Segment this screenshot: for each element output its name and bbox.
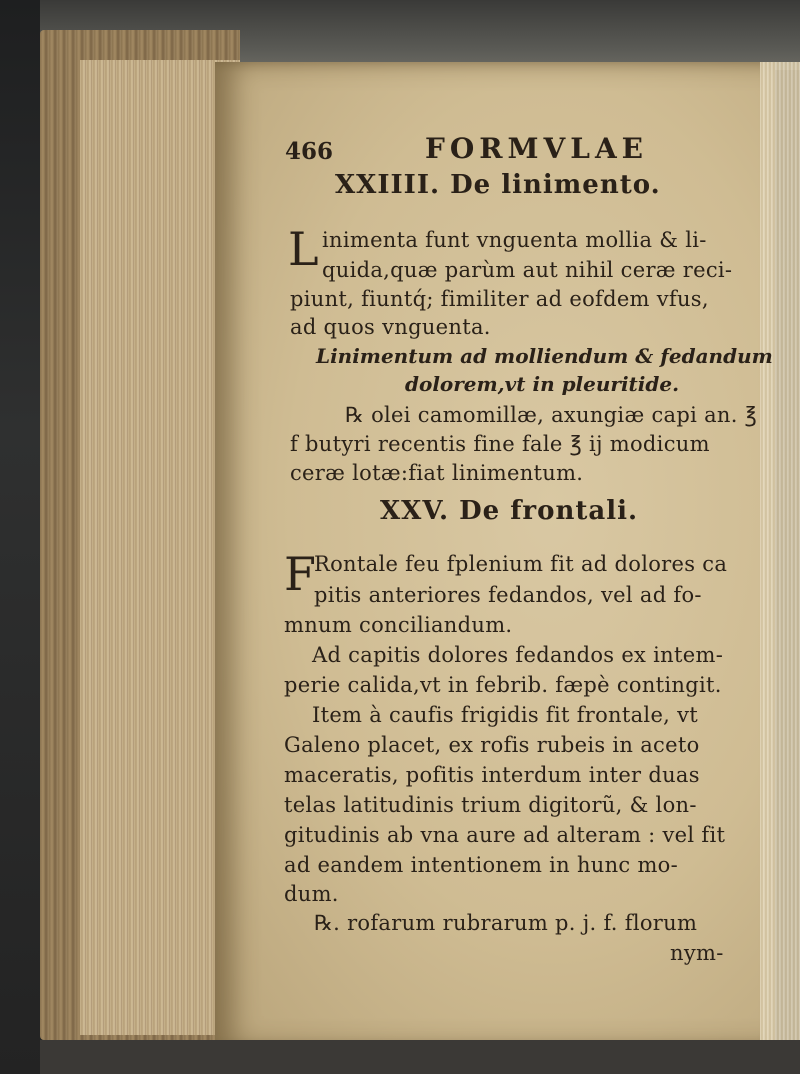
drop-cap-f: F <box>284 547 316 601</box>
recipe-title-line: Linimentum ad molliendum & fedandum <box>316 344 773 368</box>
text-line: ad quos vnguenta. <box>290 315 491 339</box>
running-title: FORMVLAE <box>425 132 649 165</box>
next-page-edge <box>760 62 800 1074</box>
catchword: nym- <box>670 941 724 965</box>
recipe-line: ceræ lotæ:fiat linimentum. <box>290 461 584 485</box>
section-heading-linimento: XXIIII. De linimento. <box>335 170 661 200</box>
page-number: 466 <box>285 138 334 165</box>
bottom-shadow <box>40 1040 800 1074</box>
drop-cap-l: L <box>288 222 319 276</box>
text-line: telas latitudinis trium digitorũ, & lon- <box>284 793 697 817</box>
section-heading-frontali: XXV. De frontali. <box>380 496 639 526</box>
text-line: gitudinis ab vna aure ad alteram : vel fit <box>284 823 726 847</box>
text-line: Rontale feu fplenium fit ad dolores ca <box>314 552 728 576</box>
text-line: Ad capitis dolores fedandos ex intem- <box>312 643 724 667</box>
text-line: maceratis, pofitis interdum inter duas <box>284 763 700 787</box>
text-line: piunt, fiuntq́; fimiliter ad eofdem vfus, <box>290 287 709 311</box>
text-line: Galeno placet, ex rofis rubeis in aceto <box>284 733 700 757</box>
recipe-line: ℞ olei camomillæ, axungiæ capi an. ℥ <box>345 403 758 427</box>
text-line: ℞. rofarum rubrarum p. j. f. florum <box>314 911 698 935</box>
text-line: mnum conciliandum. <box>284 613 513 637</box>
text-line: pitis anteriores fedandos, vel ad fo- <box>314 583 702 607</box>
recipe-line: f butyri recentis fine fale ℥ ij modicum <box>290 432 710 456</box>
recipe-title-line: dolorem,vt in pleuritide. <box>405 372 680 396</box>
text-line: Item à caufis frigidis fit frontale, vt <box>312 703 699 727</box>
text-line: inimenta funt vnguenta mollia & li- <box>322 228 707 252</box>
text-line: quida,quæ parùm aut nihil ceræ reci- <box>322 258 733 282</box>
text-line: dum. <box>284 882 339 906</box>
text-line: ad eandem intentionem in hunc mo- <box>284 853 679 877</box>
text-line: perie calida,vt in febrib. fæpè contingit. <box>284 673 722 697</box>
